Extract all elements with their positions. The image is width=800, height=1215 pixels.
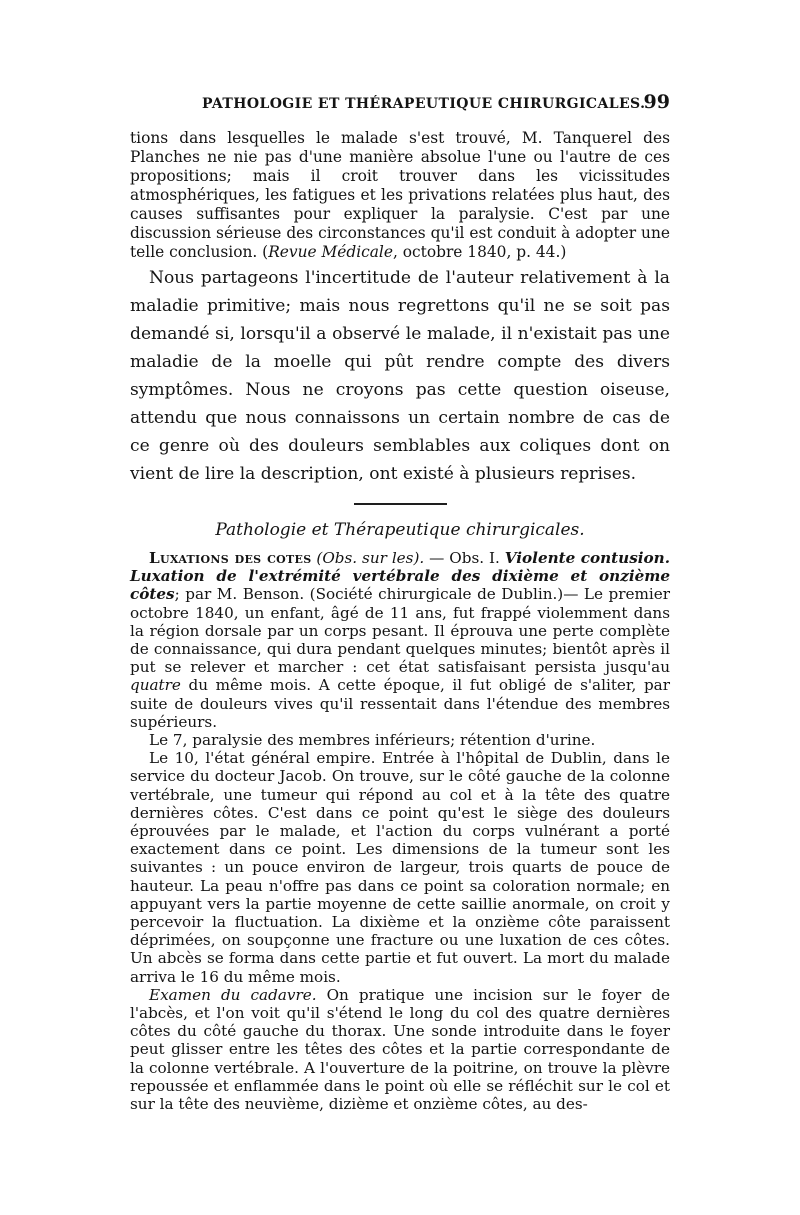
page-number: 99 — [643, 91, 670, 113]
paragraph-text: du même mois. A cette époque, il fut obligé de s'aliter, par suite de douleurs vives qu'il ressentait dans l'étendue des membres supérieurs. — [130, 676, 670, 731]
paragraph-text: On pratique une incision sur le foyer de l'abcès, et l'on voit qu'il s'étend le long du col des quatre dernières côtes du côté gauche du thorax. Une sonde introduite dans le foyer peut glisser entre les têtes des côtes et la partie correspondante de la colonne vertébrale. A l'ouverture de la poitrine, on trouve la plèvre repoussée et enflammée dans le point où elle se réfléchit sur le col et sur la tête des neuvième, dizième et onzième côtes, au des- — [130, 985, 670, 1114]
page-body — [130, 129, 670, 1113]
paragraph-continuation — [130, 129, 670, 262]
section-title: Pathologie et Thérapeutique chirurgicales. — [215, 520, 585, 540]
section-divider — [354, 503, 447, 505]
paragraph-day-7: Le 7, paralysie des membres inférieurs; rétention d'urine. — [149, 731, 596, 750]
paragraph-observation — [130, 549, 670, 731]
journal-title: Revue Médicale — [268, 243, 393, 261]
paragraph-autopsy — [130, 986, 670, 1113]
entry-heading: Luxations des cotes — [149, 549, 312, 567]
paragraph-text: tions dans lesquelles le malade s'est trouvé, M. Tanquerel des Planches ne nie pas d'une manière absolue l'une ou l'autre de ces propositions; mais il croit trouver dans les vicissitudes atmosphériques, les fatigues et les privations relatées plus haut, des causes suffisantes pour expliquer la paralysie. C'est par une discussion sérieuse des circonstances qu'il est conduit à adopter une telle conclusion. ( — [130, 129, 670, 261]
observation-number: — Obs. I. — [429, 549, 505, 567]
paragraph-text: ; par M. Benson. (Société chirurgicale de Dublin.)— Le premier octobre 1840, un enfant, âgé de 11 ans, fut frappé violemment dans la région dorsale par un corps pesant. Il éprouva une perte complète de connaissance, qui dura pendant quelques minutes; bientôt après il put se relever et marcher : cet état satisfaisant persista jusqu'au — [130, 585, 670, 677]
entry-subheading: (Obs. sur les). — [311, 549, 430, 567]
paragraph-commentary: Nous partageons l'incertitude de l'auteur relativement à la maladie primitive; mais nous regrettons qu'il ne se soit pas demandé si, lorsqu'il a observé le malade, il n'existait pas une maladie de la moelle qui pût rendre compte des divers symptômes. Nous ne croyons pas cette question oiseuse, attendu que nous connaissons un certain nombre de cas de ce genre où des douleurs semblables aux coliques dont on vient de lire la description, ont existé à plusieurs reprises. — [130, 268, 670, 484]
page-header — [130, 91, 670, 118]
autopsy-heading: Examen du cadavre. — [149, 985, 317, 1004]
paragraph-day-10: Le 10, l'état général empire. Entrée à l'hôpital de Dublin, dans le service du docteur Jacob. On trouve, sur le côté gauche de la colonne vertébrale, une tumeur qui répond au col et à la tête des quatre dernières côtes. C'est dans ce point qu'est le siège des douleurs éprouvées par le malade, et l'action du corps vulnérant a porté exactement dans ce point. Les dimensions de la tumeur sont les suivantes : un pouce environ de largeur, trois quarts de pouce de hauteur. La peau n'offre pas dans ce point sa coloration normale; en appuyant vers la partie moyenne de cette saillie anormale, on croit y percevoir la fluctuation. La dixième et la onzième côte paraissent déprimées, on soupçonne une fracture ou une luxation de ces côtes. Un abcès se forma dans cette partie et fut ouvert. La mort du malade arriva le 16 du même mois. — [130, 749, 670, 986]
running-head: PATHOLOGIE ET THÉRAPEUTIQUE CHIRURGICALES. — [202, 96, 646, 112]
observation-title: Violente contusion. Luxation de l'extrémité vertébrale des dixième et onzième côtes — [130, 549, 670, 604]
paragraph-text: , octobre 1840, p. 44.) — [392, 243, 567, 261]
italic-word: quatre — [130, 676, 181, 695]
